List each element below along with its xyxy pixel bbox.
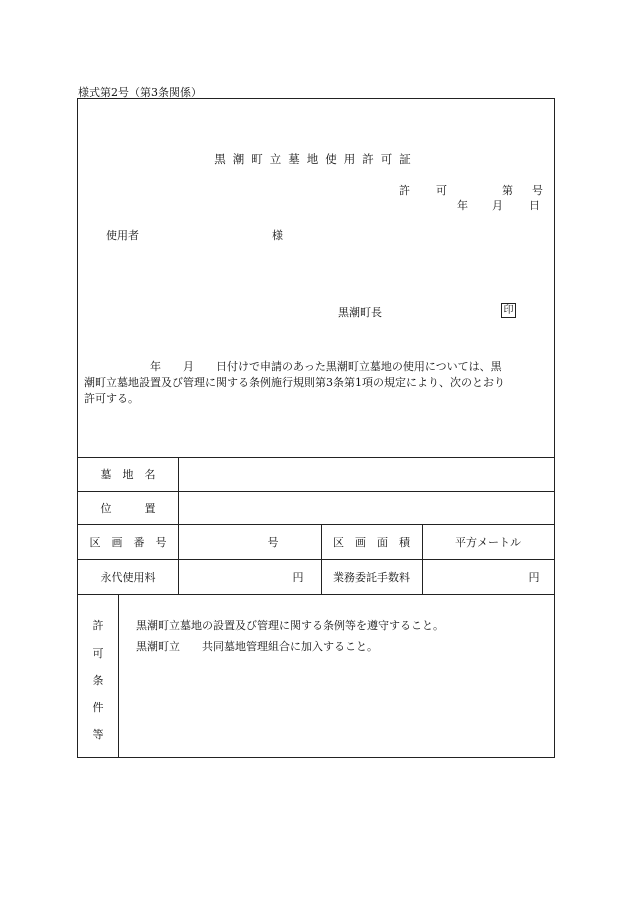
document-title: 黒潮町立墓地使用許可証 [214, 152, 418, 166]
table-row-divider [78, 559, 554, 560]
section-area-unit: 平方メートル [455, 536, 521, 549]
section-area-label: 区 画 面 積 [333, 536, 410, 549]
seal-icon: 印 [501, 303, 516, 318]
permit-number-suffix: 号 [532, 184, 543, 197]
conditions-label-char: 件 [92, 701, 104, 714]
permit-text-1: 許 [399, 184, 410, 197]
perpetual-fee-unit: 円 [292, 571, 304, 584]
user-honorific: 様 [272, 229, 283, 242]
table-row-divider [78, 491, 554, 492]
form-number-label: 様式第2号（第3条関係） [78, 86, 202, 99]
body-line-1: 年 月 日付けで申請のあった黒潮町立墓地の使用については、黒 [84, 360, 502, 373]
condition-text-2: 黒潮町立 共同墓地管理組合に加入すること。 [136, 640, 378, 653]
commission-fee-unit: 円 [528, 571, 540, 584]
permit-body-text [84, 359, 544, 407]
conditions-label-char: 可 [92, 647, 104, 660]
conditions-label-char: 等 [92, 728, 104, 741]
location-label: 位 置 [100, 502, 156, 515]
date-month: 月 [492, 199, 503, 212]
body-line-2: 潮町立墓地設置及び管理に関する条例施行規則第3条第1項の規定により、次のとおり [84, 376, 505, 389]
conditions-label-char: 許 [92, 619, 104, 632]
permit-number-prefix: 第 [502, 184, 513, 197]
section-number-unit: 号 [267, 536, 279, 549]
commission-fee-label: 業務委託手数料 [333, 571, 410, 584]
table-top-border [78, 457, 554, 458]
body-line-3: 許可する。 [84, 392, 139, 405]
conditions-label-char: 条 [92, 674, 104, 687]
condition-text-1: 黒潮町立墓地の設置及び管理に関する条例等を遵守すること。 [136, 619, 444, 632]
perpetual-fee-label: 永代使用料 [100, 571, 156, 584]
date-day: 日 [529, 199, 540, 212]
permit-form-frame [77, 98, 555, 758]
conditions-col-divider [118, 594, 119, 758]
date-year: 年 [457, 199, 468, 212]
cemetery-name-label: 墓 地 名 [100, 468, 156, 481]
section-number-label: 区 画 番 号 [89, 536, 167, 549]
permit-text-2: 可 [436, 184, 447, 197]
table-row-divider [78, 524, 554, 525]
mayor-label: 黒潮町長 [338, 306, 382, 319]
user-label: 使用者 [106, 229, 139, 242]
table-col-divider [178, 457, 179, 594]
table-row-divider [78, 594, 554, 595]
